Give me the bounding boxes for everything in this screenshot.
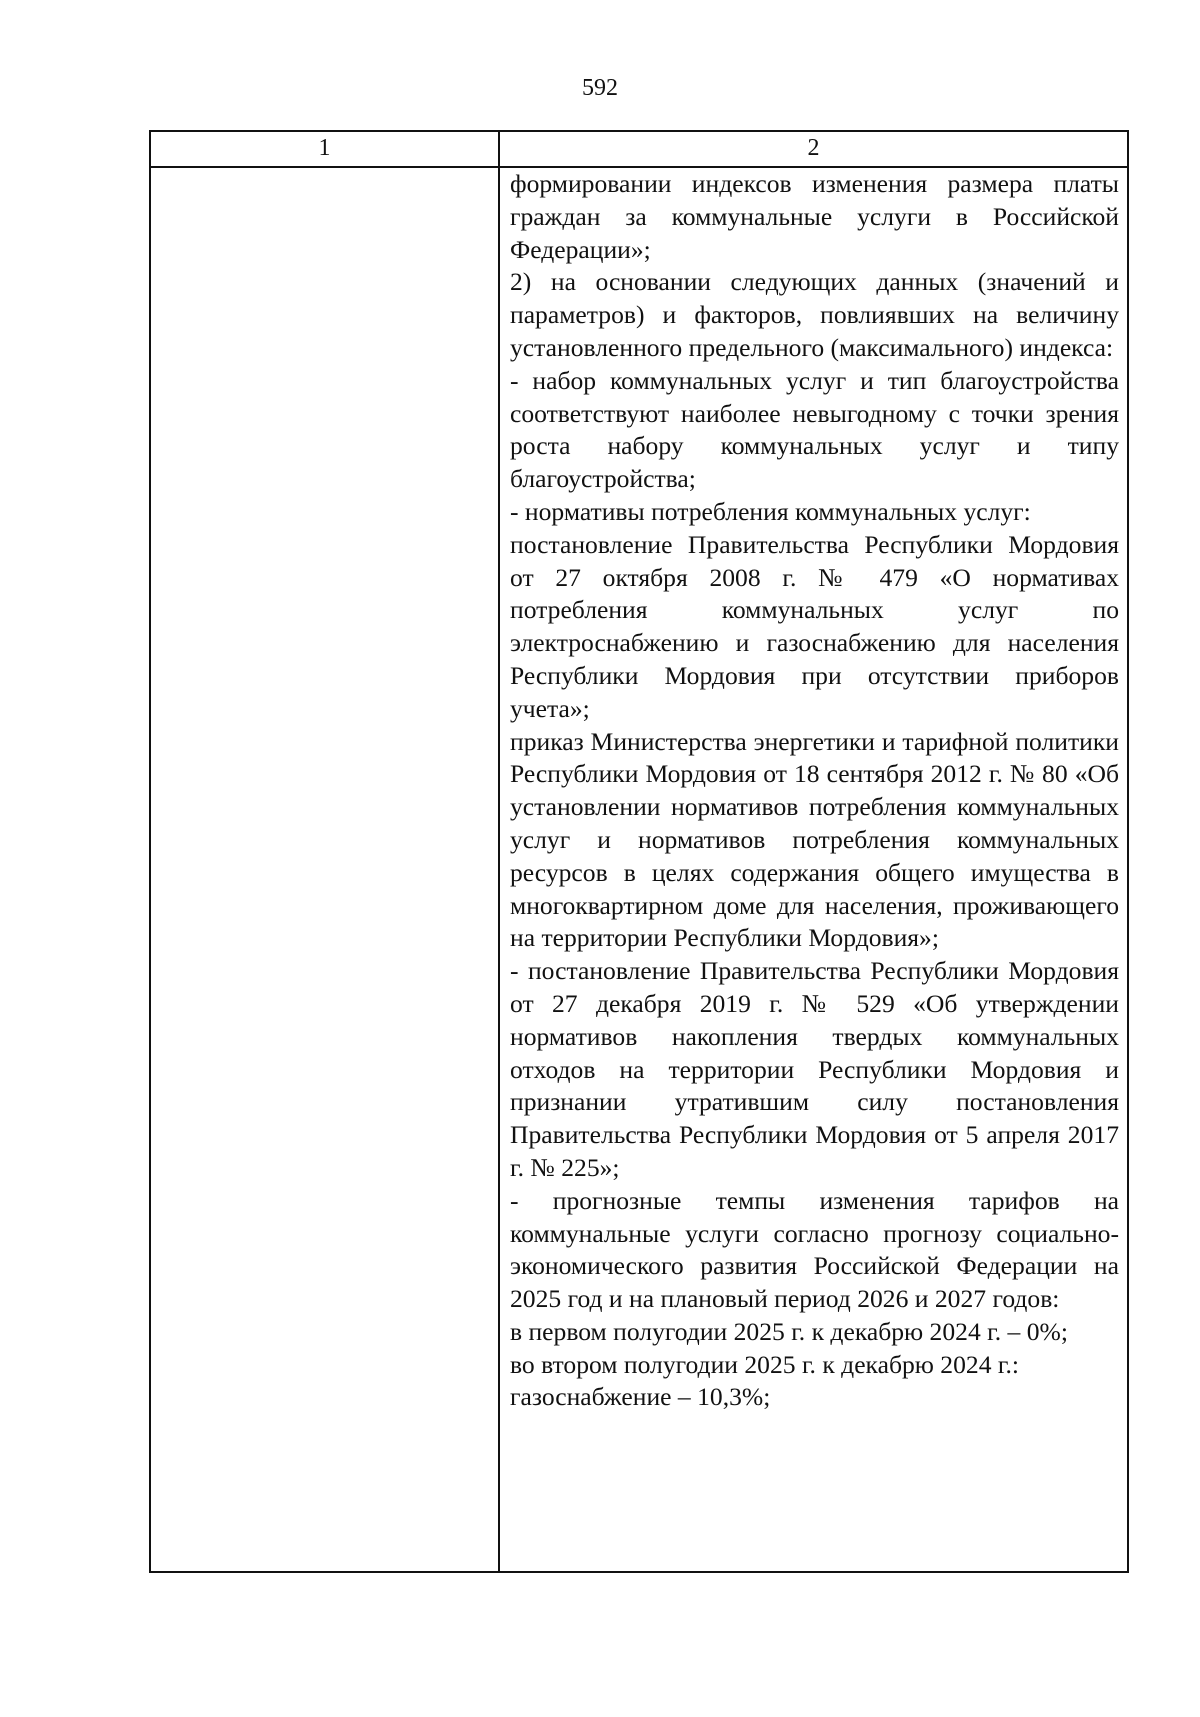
paragraph: - постановление Правительства Республики Мордовия от 27 декабря 2019 г. № 529 «Об утверждении нормативов накопления твердых коммунальных отходов на территории Республики Мордовия и признании утратившим силу постановления Правительства Республики Мордовия от 5 апреля 2017 г. № 225»; [510,956,1119,1182]
paragraph: приказ Министерства энергетики и тарифной политики Республики Мордовия от 18 сентября 2012 г. № 80 «Об установлении нормативов потребления коммунальных услуг и нормативов потребления коммунальных ресурсов в целях содержания общего имущества в многоквартирном доме для населения, проживающего на территории Республики Мордовия»; [510,726,1119,953]
paragraph: газоснабжение – 10,3%; [510,1382,771,1412]
column-divider [498,132,500,1571]
paragraph: - набор коммунальных услуг и тип благоустройства соответствуют наиболее невыгодному с точки зрения роста набору коммунальных услуг и типу благоустройства; [510,365,1119,494]
paragraph: постановление Правительства Республики Мордовия от 27 октября 2008 г. № 479 «О нормативах потребления коммунальных услуг по электроснабжению и газоснабжению для населения Республики Мордовия при отсутствии приборов учета»; [510,529,1119,723]
column-2-content [510,168,1119,1414]
table-header-row [151,132,1127,168]
paragraph: - нормативы потребления коммунальных услуг: [510,496,1031,526]
header-cell-2: 2 [807,135,820,161]
paragraph: - прогнозные темпы изменения тарифов на коммунальные услуги согласно прогнозу социально-экономического развития Российской Федерации на 2025 год и на плановый период 2026 и 2027 годов: [510,1185,1119,1314]
document-table [149,130,1129,1573]
header-cell-1: 1 [318,135,331,161]
paragraph: во втором полугодии 2025 г. к декабрю 2024 г.: [510,1349,1020,1379]
page-number: 592 [582,75,618,101]
paragraph: 2) на основании следующих данных (значений и параметров) и факторов, повлиявших на величину установленного предельного (максимального) индекса: [510,267,1119,362]
paragraph: формировании индексов изменения размера платы граждан за коммунальные услуги в Российской Федерации»; [510,169,1119,264]
paragraph: в первом полугодии 2025 г. к декабрю 2024 г. – 0%; [510,1316,1068,1346]
